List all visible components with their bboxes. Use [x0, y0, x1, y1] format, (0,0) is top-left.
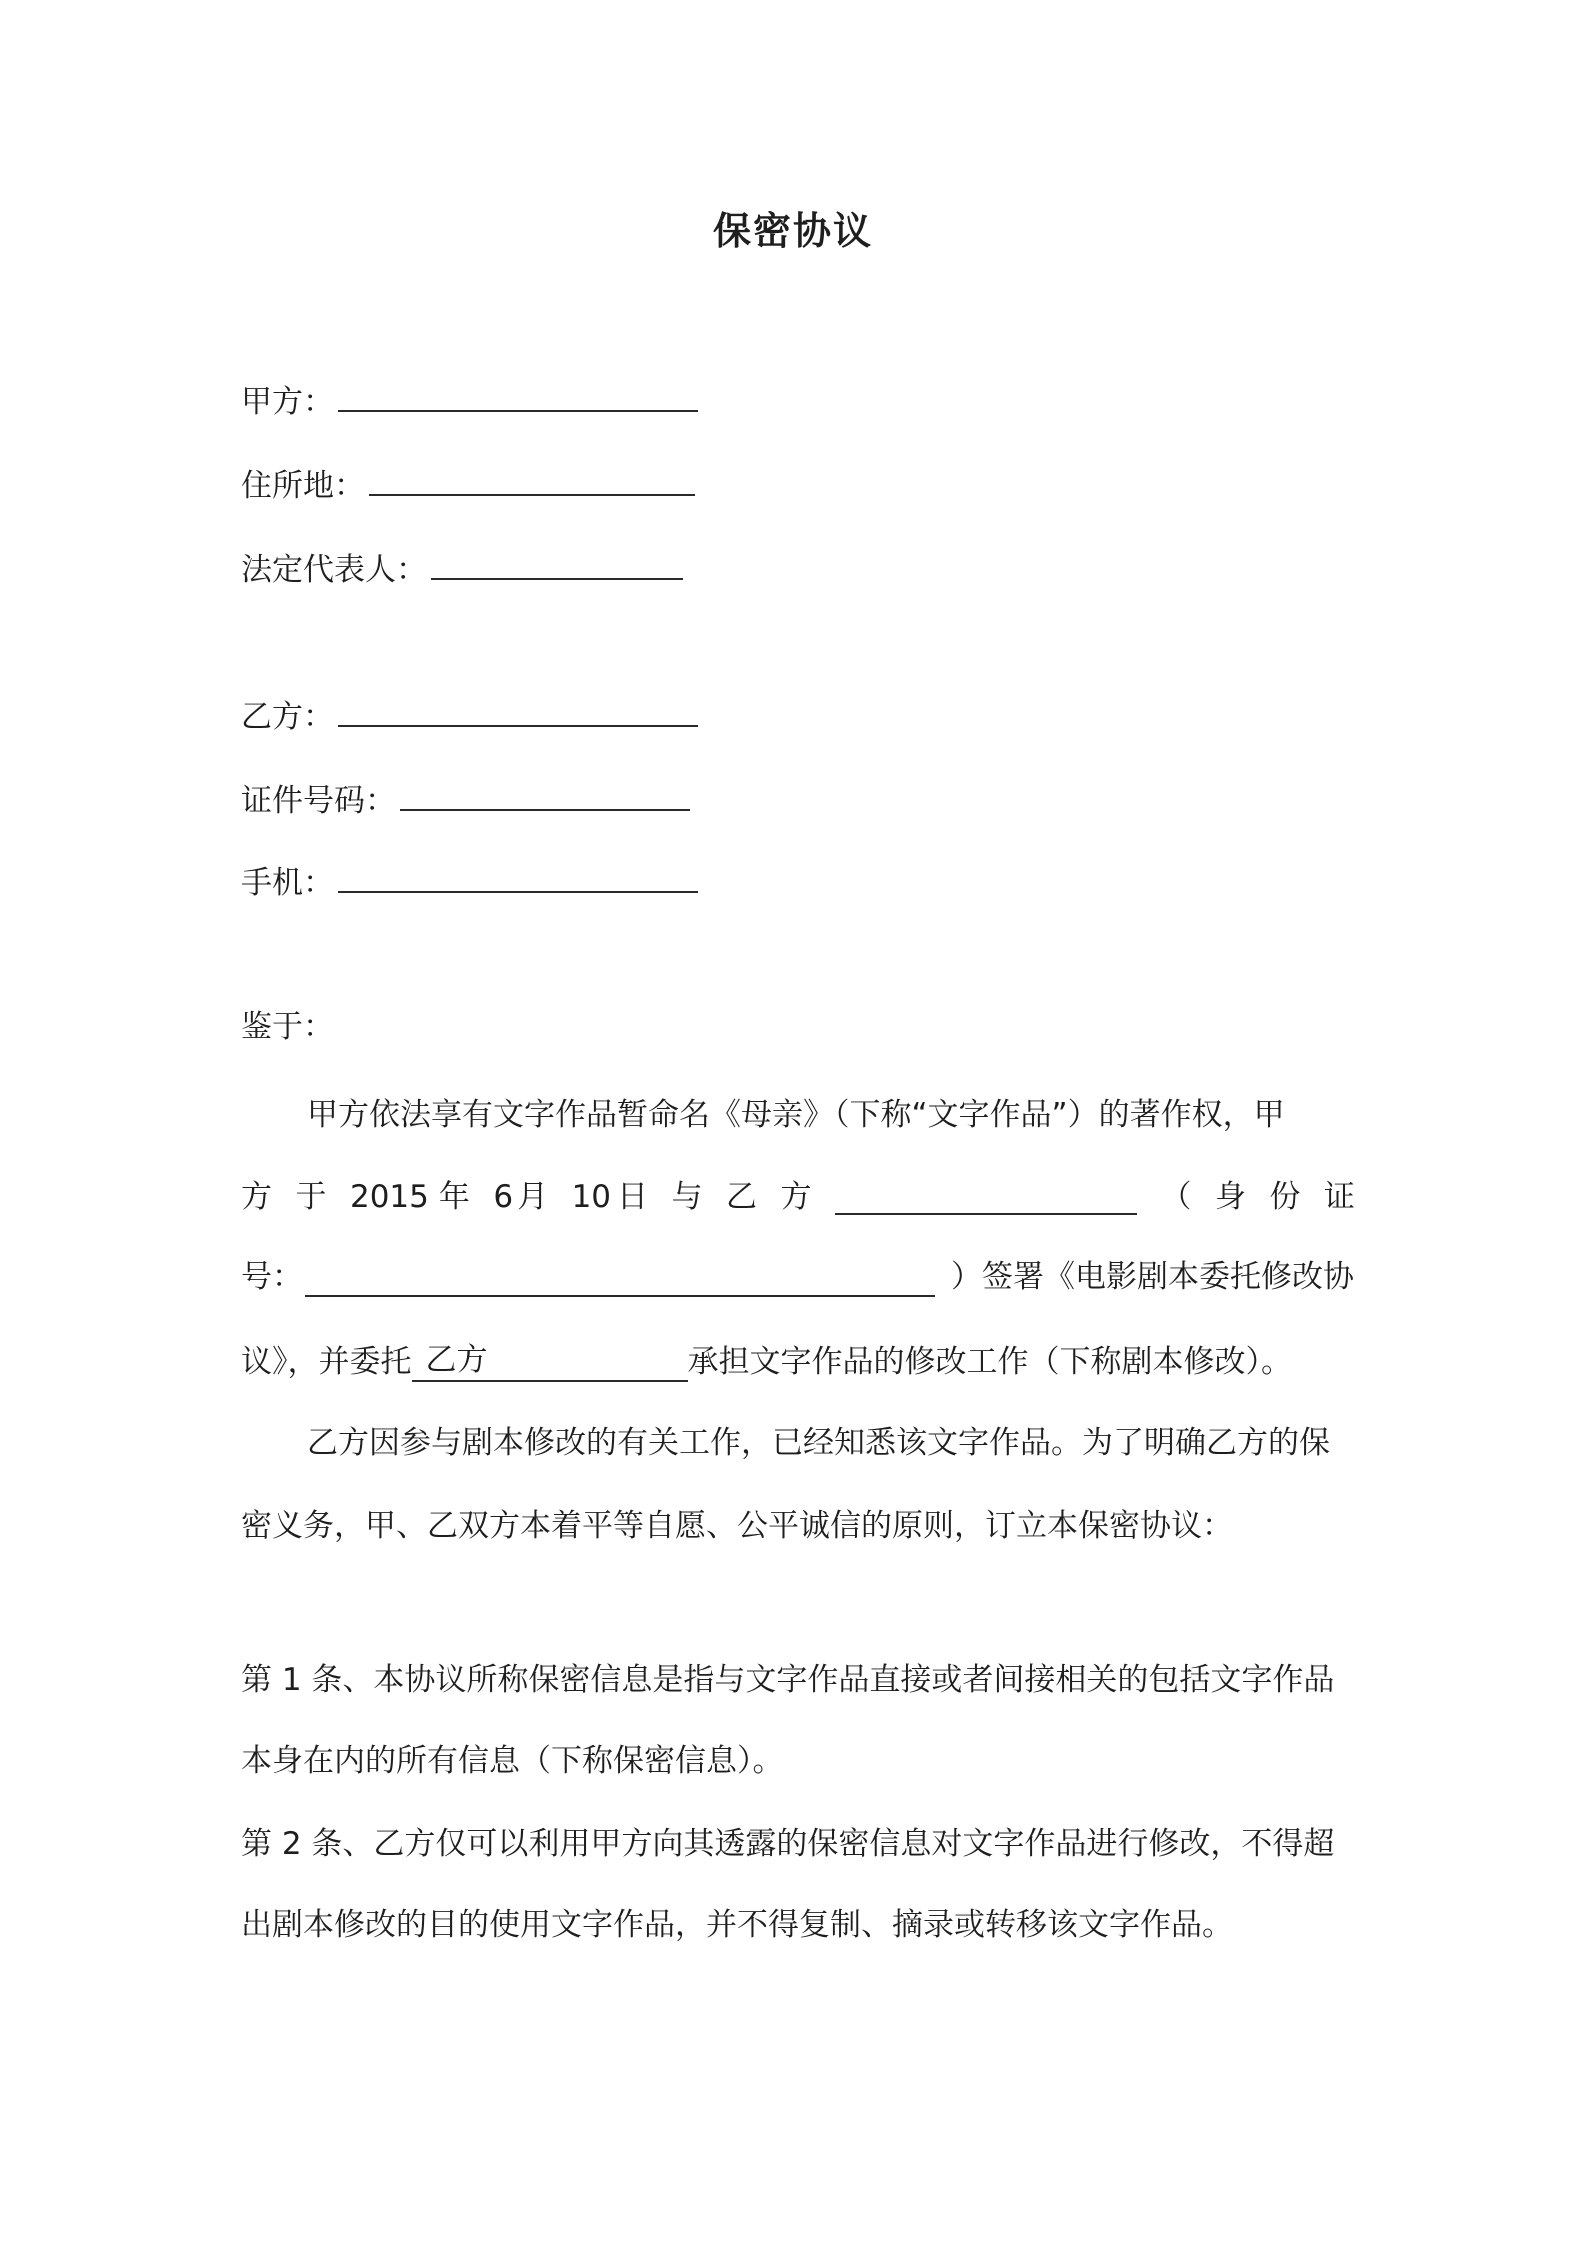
para1-line2-word: （: [1160, 1179, 1192, 1215]
para1-year: 2015: [349, 1179, 429, 1215]
party-b-phone-label: 手机：: [241, 865, 334, 901]
para1-line2-word: 月: [517, 1179, 549, 1215]
party-a-address-blank[interactable]: [369, 472, 695, 496]
para1-line2-word: 乙: [726, 1179, 757, 1215]
party-a-rep-blank[interactable]: [431, 556, 683, 580]
para1-day-number: 10: [571, 1179, 612, 1215]
party-b-name-field: [241, 697, 698, 737]
article2-line1: 第 2 条、乙方仅可以利用甲方向其透露的保密信息对文字作品进行修改，不得超: [241, 1826, 1335, 1862]
article2-line2: 出剧本修改的目的使用文字作品，并不得复制、摘录或转移该文字作品。: [241, 1907, 1233, 1943]
party-a-name-label: 甲方：: [241, 384, 334, 420]
para1-line2-word: 份: [1269, 1179, 1301, 1215]
party-a-address-field: [241, 466, 695, 506]
party-b-phone-field: [241, 863, 698, 903]
para1-line4-prefix: 议》，并委托: [241, 1344, 412, 1380]
party-b-id-label: 证件号码：: [241, 783, 396, 819]
para1-line2-word: 日: [617, 1179, 649, 1215]
document-title: 保密协议: [712, 209, 873, 253]
para2-line1: 乙方因参与剧本修改的有关工作，已经知悉该文字作品。为了明确乙方的保: [307, 1425, 1330, 1461]
para1-line2-word: 与: [671, 1179, 703, 1215]
party-b-id-blank[interactable]: [400, 787, 690, 811]
para1-month-number: 6: [493, 1179, 514, 1215]
para1-line1: 甲方依法享有文字作品暂命名《母亲》（下称“文字作品”）的著作权，甲: [307, 1097, 1285, 1133]
party-a-name-blank[interactable]: [338, 388, 698, 412]
party-b-phone-blank[interactable]: [338, 869, 698, 893]
party-a-rep-field: [241, 550, 683, 590]
party-a-address-label: 住所地：: [241, 468, 365, 504]
party-a-name-field: [241, 382, 698, 422]
para1-line2: [241, 1177, 1355, 1217]
para1-line3-suffix: ）签署《电影剧本委托修改协: [951, 1259, 1354, 1295]
party-b-id-inline-blank[interactable]: [305, 1259, 935, 1297]
para1-line4-suffix: 承担文字作品的修改工作（下称剧本修改）。: [687, 1344, 1292, 1380]
para2-line2: 密义务，甲、乙双方本着平等自愿、公平诚信的原则，订立本保密协议：: [241, 1508, 1233, 1544]
para1-line2-word: 方: [241, 1179, 272, 1215]
article1-line1: 第 1 条、本协议所称保密信息是指与文字作品直接或者间接相关的包括文字作品: [241, 1662, 1335, 1698]
para1-line2-word: 年: [438, 1179, 470, 1215]
entrusted-party-filled[interactable]: 乙方: [412, 1340, 688, 1382]
para1-line3-prefix: 号：: [241, 1259, 303, 1295]
party-b-name-blank[interactable]: [338, 703, 698, 727]
party-b-id-field: [241, 781, 690, 821]
whereas-label: 鉴于：: [241, 1009, 334, 1045]
party-b-name-label: 乙方：: [241, 699, 334, 735]
para1-line2-word: 方: [780, 1179, 812, 1215]
article1-line2: 本身在内的所有信息（下称保密信息）。: [241, 1743, 784, 1779]
para1-line2-word: 证: [1323, 1179, 1355, 1215]
party-b-name-inline-blank[interactable]: [835, 1177, 1137, 1215]
para1-line4: [241, 1340, 1355, 1382]
para1-line3: [241, 1257, 1355, 1297]
para1-line2-word: 身: [1214, 1179, 1246, 1215]
para1-line2-word: 于: [295, 1179, 327, 1215]
party-a-rep-label: 法定代表人：: [241, 552, 427, 588]
